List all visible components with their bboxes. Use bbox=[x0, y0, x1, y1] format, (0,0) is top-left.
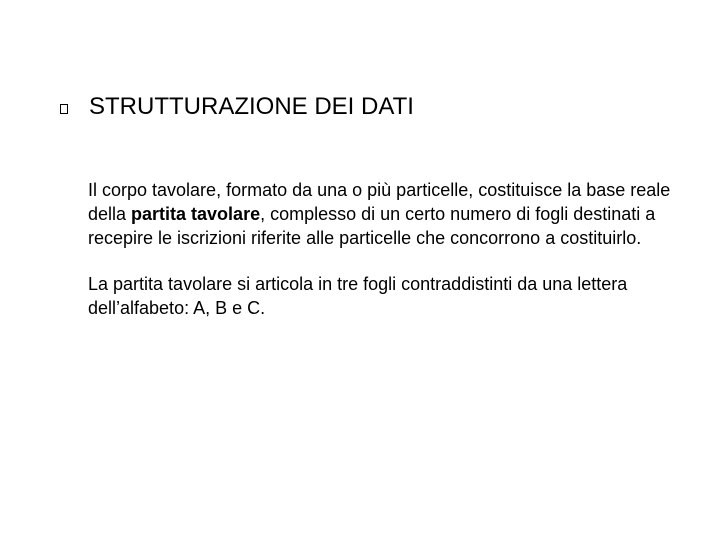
slide-title: STRUTTURAZIONE DEI DATI bbox=[89, 93, 414, 121]
paragraph-2: La partita tavolare si articola in tre fogli contraddistinti da una lettera dell’alfabeto: A, B e C. bbox=[88, 274, 628, 318]
title-row bbox=[60, 76, 414, 138]
square-bullet-icon bbox=[60, 104, 68, 114]
paragraph-1-start: Il corpo tavolare, formato da una o più particelle, costituisce la base reale della bbox=[88, 180, 671, 224]
paragraph-1-bold-term: partita tavolare bbox=[131, 204, 261, 224]
paragraph-1 bbox=[88, 178, 678, 250]
slide-body bbox=[88, 178, 678, 320]
paragraph-1-end: , complesso di un certo numero di fogli destinati a recepire le iscrizioni riferite alle particelle che concorrono a costituirlo. bbox=[88, 204, 656, 248]
